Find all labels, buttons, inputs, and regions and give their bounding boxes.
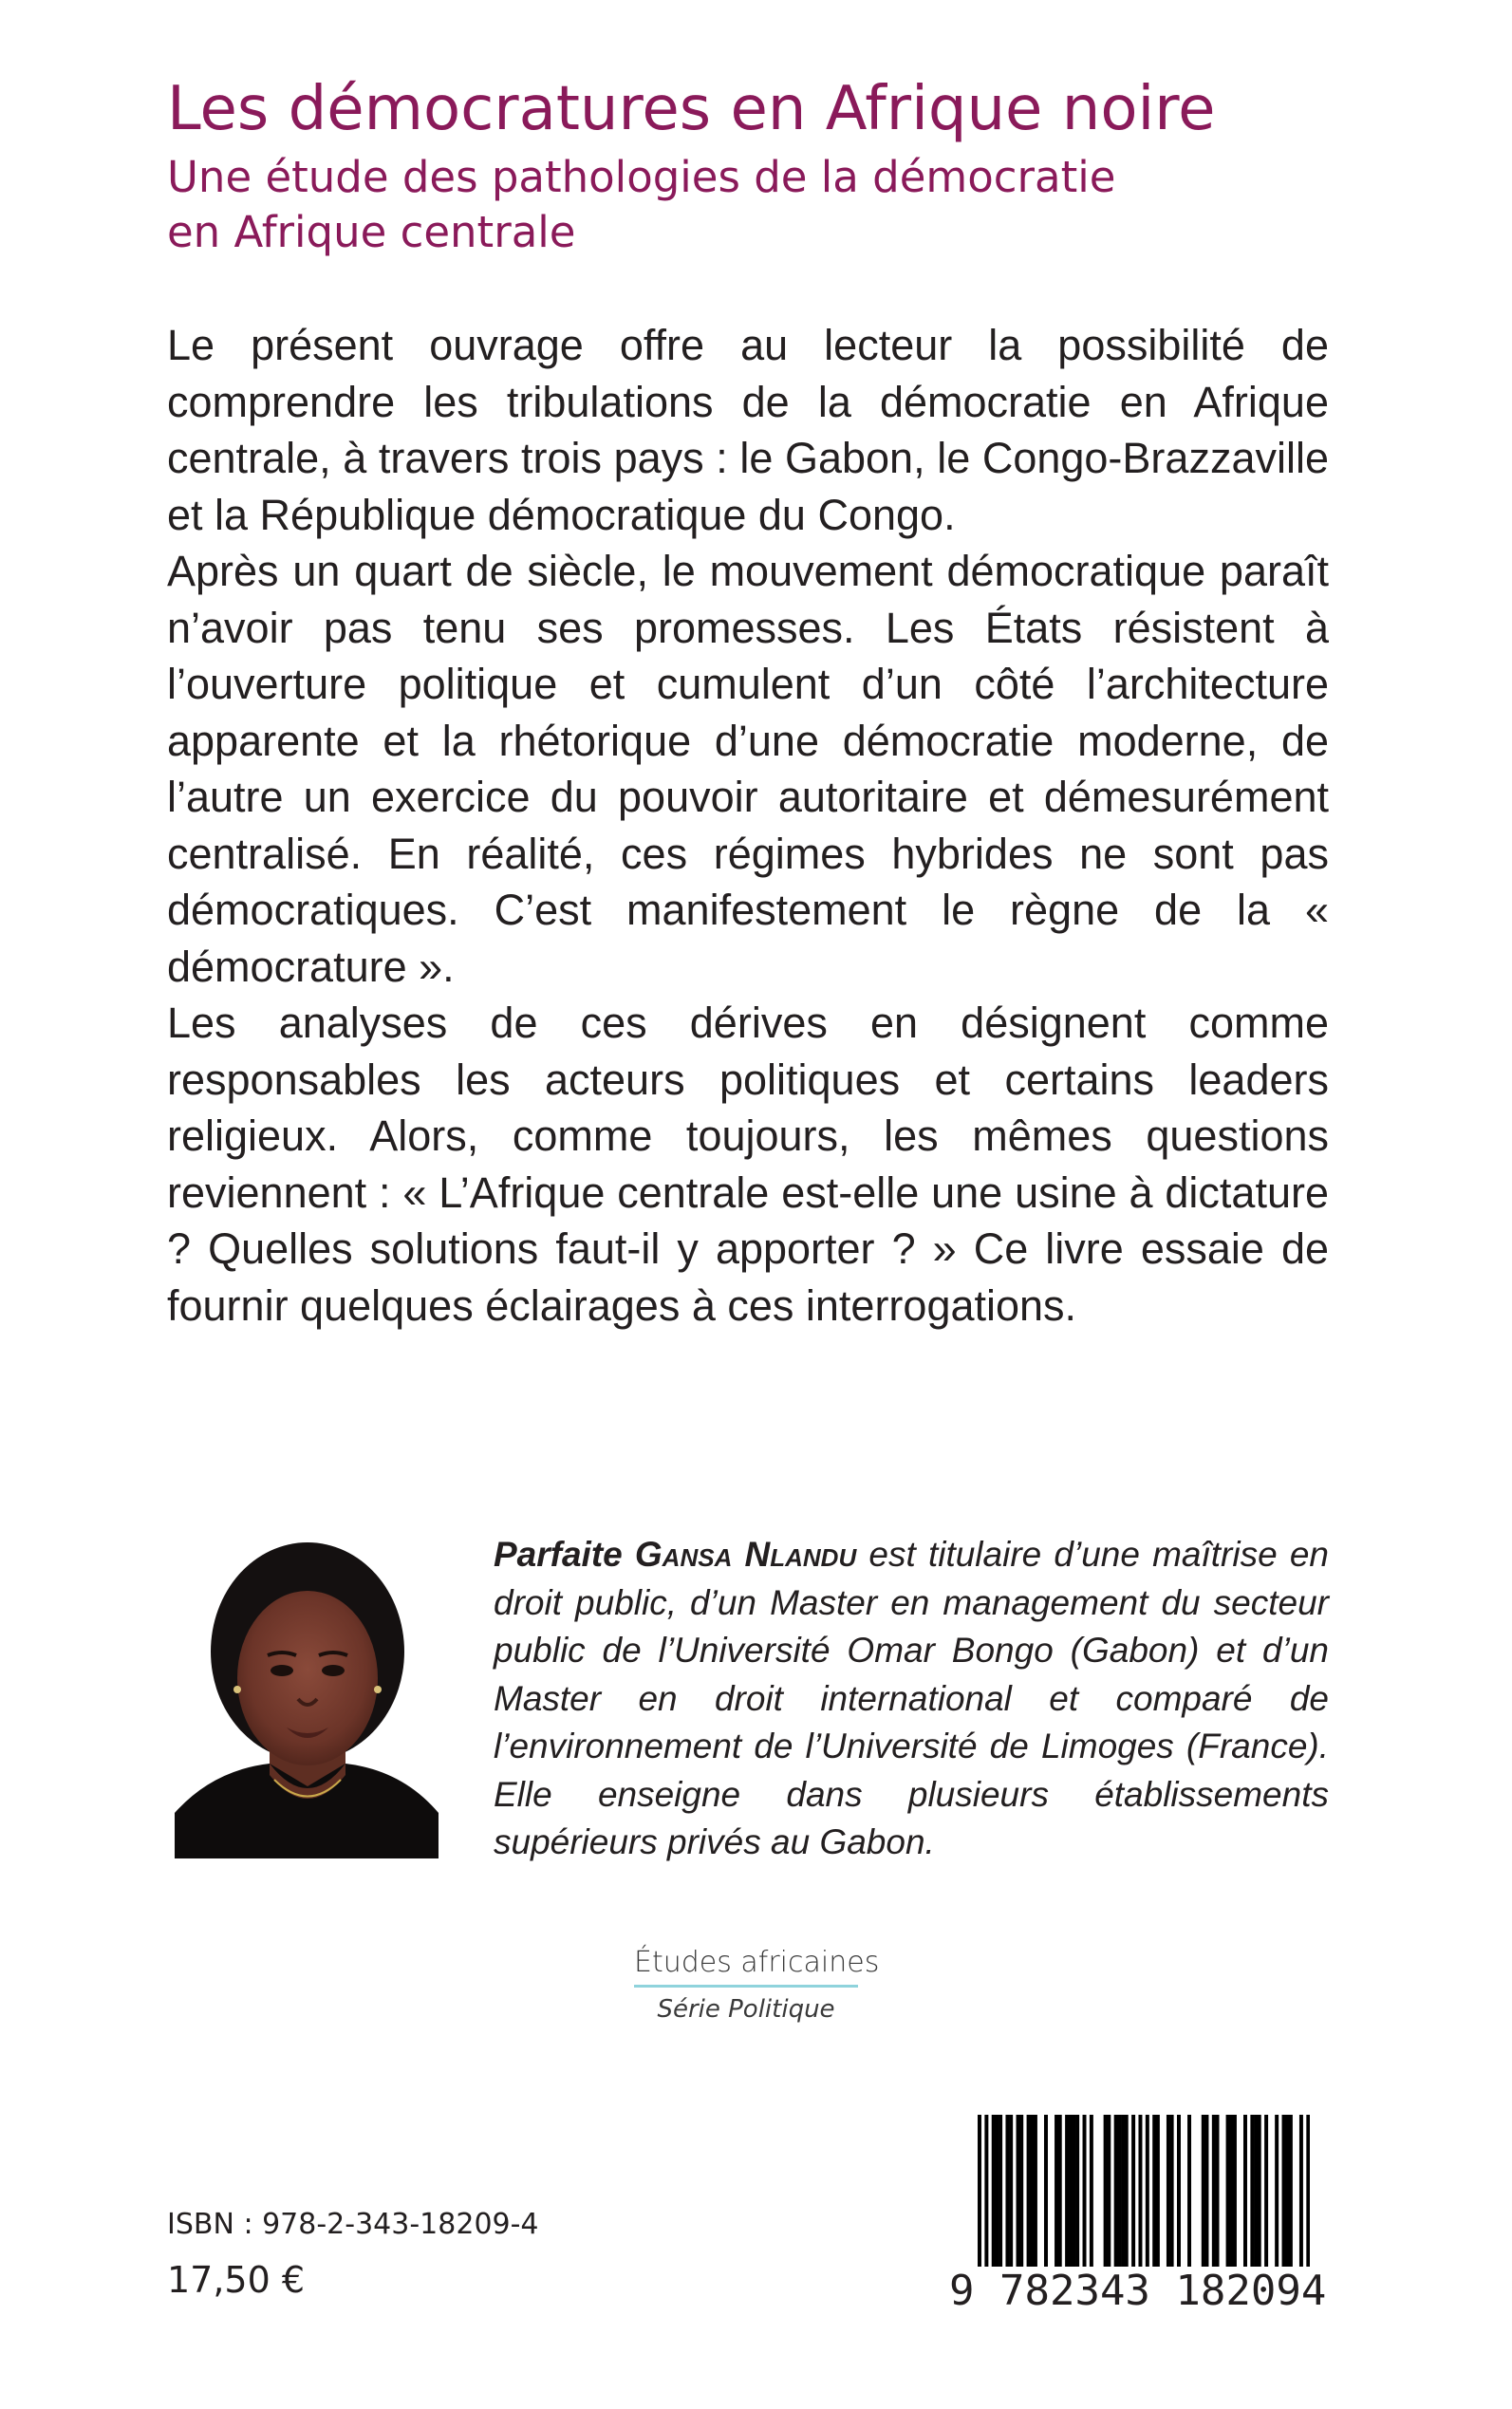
barcode-digits: 9 782343 182094 [949,2267,1329,2316]
barcode-bar [1233,2115,1237,2267]
barcode-bar [1289,2115,1293,2267]
summary-paragraph-2: Après un quart de siècle, le mouvement démocratique paraît n’avoir pas tenu ses promesses. Les États résistent à l’ouverture politique et cumulent d’un côté l’architecture apparente et la rhétorique d’une démocratie moderne, de l’autre un exercice du pouvoir autoritaire et démesurément centralisé. En réalité, ces régimes hybrides ne sont pas démocratiques. C’est manifestement le règne de la « démocrature ». [167,547,1329,991]
barcode-bar [1275,2115,1279,2267]
barcode-bar [1117,2115,1121,2267]
subtitle-line-1: Une étude des pathologies de la démocratie [167,152,1116,202]
barcode-bar [1254,2115,1258,2267]
barcode-bar [1282,2115,1286,2267]
barcode-bar [1212,2115,1216,2267]
collection-sub-series: Série Politique [657,1995,835,2024]
barcode-bar [1055,2115,1058,2267]
barcode [949,2115,1329,2314]
barcode-bar [978,2115,981,2274]
barcode-bar [1152,2115,1156,2267]
barcode-bar [1058,2115,1062,2267]
barcode-bar [1072,2115,1075,2267]
barcode-bar [1138,2115,1142,2274]
author-bio [494,1531,1329,1867]
barcode-bar [1299,2115,1303,2274]
barcode-bar [1027,2115,1031,2267]
barcode-bar [1285,2115,1289,2267]
barcode-bar [1019,2115,1023,2267]
barcode-bar [1075,2115,1079,2267]
barcode-bar [1044,2115,1048,2267]
barcode-bar [1146,2115,1149,2274]
barcode-bar [1017,2115,1020,2267]
barcode-bar [1264,2115,1268,2267]
author-portrait-illustration [175,1538,439,1858]
barcode-bar [1125,2115,1129,2267]
barcode-bar [1243,2115,1247,2267]
barcode-bar [995,2115,999,2267]
collection-divider [634,1985,858,1988]
barcode-bar [1170,2115,1174,2267]
barcode-bar [1065,2115,1069,2267]
barcode-bar [1229,2115,1233,2267]
author-name [494,1535,856,1574]
barcode-bar [1187,2115,1191,2267]
barcode-bar [1121,2115,1125,2267]
subtitle-line-2: en Afrique centrale [167,207,576,257]
summary-paragraph-1: Le présent ouvrage offre au lecteur la possibilité de comprendre les tribulations de la démocratie en Afrique centrale, à travers trois pays : le Gabon, le Congo-Brazzaville et la République démocratique du Congo. [167,321,1329,539]
barcode-bar [1107,2115,1111,2267]
barcode-bar [1306,2115,1310,2274]
barcode-bar [1156,2115,1160,2267]
barcode-bar [1167,2115,1170,2267]
author-last-name: Gansa Nlandu [634,1535,857,1574]
barcode-bar [1005,2115,1009,2267]
barcode-bar [1131,2115,1135,2267]
barcode-bar [1204,2115,1208,2267]
author-photo [175,1538,439,1858]
book-title: Les démocratures en Afrique noire [167,74,1216,144]
book-subtitle [167,150,1211,260]
barcode-bar [1090,2115,1093,2267]
barcode-bar [1104,2115,1108,2267]
barcode-bar [984,2115,988,2274]
barcode-bar [1258,2115,1261,2267]
barcode-bar [1114,2115,1118,2267]
price: 17,50 € [167,2259,306,2301]
barcode-bar [1226,2115,1230,2267]
barcode-bar [1034,2115,1037,2267]
isbn: ISBN : 978-2-343-18209-4 [167,2208,539,2241]
author-bio-text: est titulaire d’une maîtrise en droit public, d’un Master en management du secteur public de l’Université Omar Bongo (Gabon) et d’un Master en droit international et comparé de l’environnement de l’Université de Limoges (France). Elle enseigne dans plusieurs établissements supérieurs privés au Gabon. [494,1535,1329,1861]
barcode-bar [1009,2115,1013,2267]
author-first-name: Parfaite [494,1535,623,1574]
barcode-bar [1177,2115,1181,2267]
barcode-bars [978,2115,1310,2274]
barcode-bar [999,2115,1002,2267]
barcode-bar [1202,2115,1205,2267]
summary-text [167,317,1329,1334]
barcode-bar [1250,2115,1254,2267]
collection-name: Études africaines [634,1946,880,1979]
barcode-bar [1030,2115,1034,2267]
barcode-bar [992,2115,996,2267]
collection-logo [634,1946,880,2024]
barcode-bar [1216,2115,1220,2267]
summary-paragraph-3: Les analyses de ces dérives en désignent comme responsables les acteurs politiques et certains leaders religieux. Alors, comme toujours, les mêmes questions reviennent : « L’Afrique centrale est-elle une usine à dictature ? Quelles solutions faut-il y apporter ? » Ce livre essaie de fournir quelques éclairages à ces interrogations. [167,999,1329,1330]
barcode-bar [1069,2115,1073,2267]
barcode-bar [1083,2115,1087,2267]
